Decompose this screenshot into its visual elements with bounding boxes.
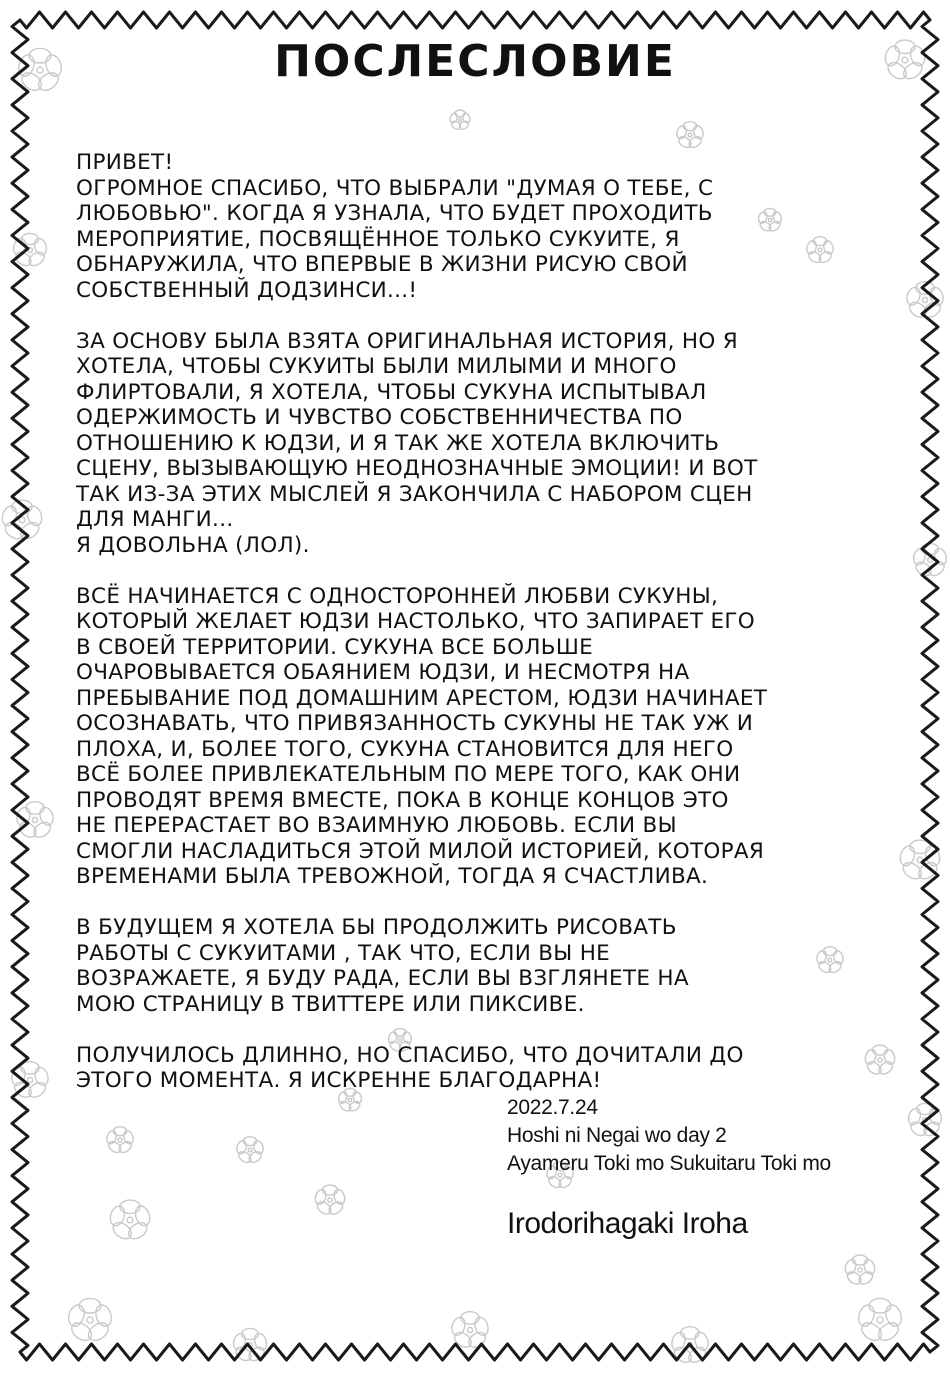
text-line: ВОЗРАЖАЕТЕ, Я БУДУ РАДА, ЕСЛИ ВЫ ВЗГЛЯНЕТЕ НА bbox=[76, 966, 689, 991]
text-line: ОЧАРОВЫВАЕТСЯ ОБАЯНИЕМ ЮДЗИ, И НЕСМОТРЯ НА bbox=[76, 660, 690, 685]
text-line: ЭТОГО МОМЕНТА. Я ИСКРЕННЕ БЛАГОДАРНА! bbox=[76, 1068, 602, 1093]
text-line: МЕРОПРИЯТИЕ, ПОСВЯЩЁННОЕ ТОЛЬКО СУКУИТЕ, Я bbox=[76, 226, 680, 252]
text-line: МОЮ СТРАНИЦУ В ТВИТТЕРЕ ИЛИ ПИКСИВЕ. bbox=[76, 991, 585, 1017]
text-line: В БУДУЩЕМ Я ХОТЕЛА БЫ ПРОДОЛЖИТЬ РИСОВАТЬ bbox=[76, 915, 677, 940]
text-line: Я ДОВОЛЬНА (ЛОЛ). bbox=[76, 532, 310, 558]
text-line: ОСОЗНАВАТЬ, ЧТО ПРИВЯЗАННОСТЬ СУКУНЫ НЕ ТАК УЖ И bbox=[76, 711, 754, 736]
afterword-text bbox=[76, 150, 876, 1119]
text-line: ВРЕМЕНАМИ БЫЛА ТРЕВОЖНОЙ, ТОГДА Я СЧАСТЛИВА. bbox=[76, 864, 709, 889]
text-line: РАБОТЫ С СУКУИТАМИ , ТАК ЧТО, ЕСЛИ ВЫ НЕ bbox=[76, 940, 611, 966]
text-line: ПРОВОДЯТ ВРЕМЯ ВМЕСТЕ, ПОКА В КОНЦЕ КОНЦОВ ЭТО bbox=[76, 787, 729, 813]
text-line: СЦЕНУ, ВЫЗЫВАЮЩУЮ НЕОДНОЗНАЧНЫЕ ЭМОЦИИ! И ВОТ bbox=[76, 456, 758, 481]
text-line: ДЛЯ МАНГИ... bbox=[76, 507, 234, 532]
text-line: ТАК ИЗ-ЗА ЭТИХ МЫСЛЕЙ Я ЗАКОНЧИЛА С НАБОРОМ СЦЕН bbox=[76, 481, 753, 507]
signature-event: Hoshi ni Negai wo day 2 bbox=[507, 1124, 727, 1147]
text-line: ОДЕРЖИМОСТЬ И ЧУВСТВО СОБСТВЕННИЧЕСТВА ПО bbox=[76, 405, 683, 430]
paragraph bbox=[76, 915, 876, 1017]
text-line: СОБСТВЕННЫЙ ДОДЗИНСИ...! bbox=[76, 277, 418, 303]
text-line: СМОГЛИ НАСЛАДИТЬСЯ ЭТОЙ МИЛОЙ ИСТОРИЕЙ, КОТОРАЯ bbox=[76, 838, 765, 864]
text-line: ХОТЕЛА, ЧТОБЫ СУКУИТЫ БЫЛИ МИЛЫМИ И МНОГО bbox=[76, 354, 677, 379]
text-line: ОБНАРУЖИЛА, ЧТО ВПЕРВЫЕ В ЖИЗНИ РИСУЮ СВОЙ bbox=[76, 252, 688, 277]
text-line: ОГРОМНОЕ СПАСИБО, ЧТО ВЫБРАЛИ "ДУМАЯ О ТЕБЕ, С bbox=[76, 175, 714, 201]
text-line: ЛЮБОВЬЮ". КОГДА Я УЗНАЛА, ЧТО БУДЕТ ПРОХОДИТЬ bbox=[76, 201, 713, 226]
paragraph bbox=[76, 1043, 876, 1094]
text-line: ПОЛУЧИЛОСЬ ДЛИННО, НО СПАСИБО, ЧТО ДОЧИТАЛИ ДО bbox=[76, 1042, 744, 1068]
paragraph bbox=[76, 584, 876, 890]
text-line: ФЛИРТОВАЛИ, Я ХОТЕЛА, ЧТОБЫ СУКУНА ИСПЫТЫВАЛ bbox=[76, 379, 707, 405]
text-line: НЕ ПЕРЕРАСТАЕТ ВО ВЗАИМНУЮ ЛЮБОВЬ. ЕСЛИ ВЫ bbox=[76, 813, 677, 838]
signature-block bbox=[507, 1094, 917, 1242]
text-line: ОТНОШЕНИЮ К ЮДЗИ, И Я ТАК ЖЕ ХОТЕЛА ВКЛЮЧИТЬ bbox=[76, 430, 720, 456]
text-line: ВСЁ НАЧИНАЕТСЯ С ОДНОСТОРОННЕЙ ЛЮБВИ СУКУНЫ, bbox=[76, 583, 719, 609]
paragraph bbox=[76, 150, 876, 303]
text-line: КОТОРЫЙ ЖЕЛАЕТ ЮДЗИ НАСТОЛЬКО, ЧТО ЗАПИРАЕТ ЕГО bbox=[76, 609, 756, 634]
text-line: ПЛОХА, И, БОЛЕЕ ТОГО, СУКУНА СТАНОВИТСЯ ДЛЯ НЕГО bbox=[76, 736, 734, 762]
text-line: ПРЕБЫВАНИЕ ПОД ДОМАШНИМ АРЕСТОМ, ЮДЗИ НАЧИНАЕТ bbox=[76, 685, 768, 711]
text-line: ПРИВЕТ! bbox=[76, 150, 174, 175]
signature-date: 2022.7.24 bbox=[507, 1096, 598, 1119]
signature-work: Ayameru Toki mo Sukuitaru Toki mo bbox=[507, 1152, 831, 1175]
paragraph bbox=[76, 329, 876, 559]
text-line: В СВОЕЙ ТЕРРИТОРИИ. СУКУНА ВСЕ БОЛЬШЕ bbox=[76, 634, 593, 660]
text-line: ЗА ОСНОВУ БЫЛА ВЗЯТА ОРИГИНАЛЬНАЯ ИСТОРИЯ, НО Я bbox=[76, 328, 738, 354]
signature-author: Irodorihagaki Iroha bbox=[507, 1207, 748, 1240]
page-title: ПОСЛЕСЛОВИЕ bbox=[274, 36, 676, 87]
text-line: ВСЁ БОЛЕЕ ПРИВЛЕКАТЕЛЬНЫМ ПО МЕРЕ ТОГО, КАК ОНИ bbox=[76, 762, 741, 787]
